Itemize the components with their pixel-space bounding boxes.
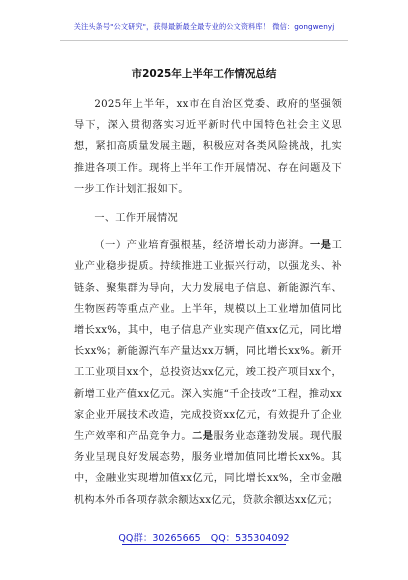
section-heading: 一、工作开展情况 [94,213,178,225]
paragraph-text-2: 服务业态蓬勃发展。现代服务业呈现良好发展态势，服务业增加值同比增长xx%。其中，金融业实现增加值xx亿元，同比增长xx%，全市金融机构本外币各项存款余额达xx亿元，贷款余额达xx亿元； [74,431,343,506]
document-body [74,94,342,511]
footer-contact [0,530,408,544]
header-divider [60,40,348,41]
body-paragraph [74,235,342,511]
lead-phrase-1: 一是 [310,239,332,252]
footer-underline [122,544,286,545]
footer-qq-group: QQ群：30265665 [118,533,201,544]
document-title: 市2025年上半年工作情况总结 [131,68,277,80]
lead-phrase-2: 二是 [192,430,214,443]
footer-qq: QQ：535304092 [210,533,290,544]
subsection-heading: （一）产业培育强根基，经济增长动力澎湃。 [94,240,310,252]
intro-paragraph: 2025年上半年，xx市在自治区党委、政府的坚强领导下，深入贯彻落实习近平新时代中国特色社会主义思想，紧扣高质量发展主题，积极应对各类风险挑战，扎实推进各项工作。现将上半年工作开展情况、存在问题及下一步工作计划汇报如下。 [74,99,342,195]
header-banner: 关注头条号"公文研究"，获得最新最全最专业的公文资料库！ 微信：gongwenyj [73,22,335,31]
paragraph-text-1: 工业产业稳步提质。持续推进工业振兴行动，以强龙头、补链条、聚集群为导向，大力发展电子信息、新能源汽车、生物医药等重点产业。上半年，规模以上工业增加值同比增长xx%，其中，电子信息产业实现产值xx亿元，同比增长xx%；新能源汽车产量达xx万辆，同比增长xx%。新开工工业项目xx个，总投资达xx亿元，竣工投产项目xx个，新增工业产值xx亿元。深入实施“千企技改”工程，推动xx家企业开展技术改造，完成投资xx亿元，有效提升了企业生产效率和产品竞争力。 [74,240,342,443]
